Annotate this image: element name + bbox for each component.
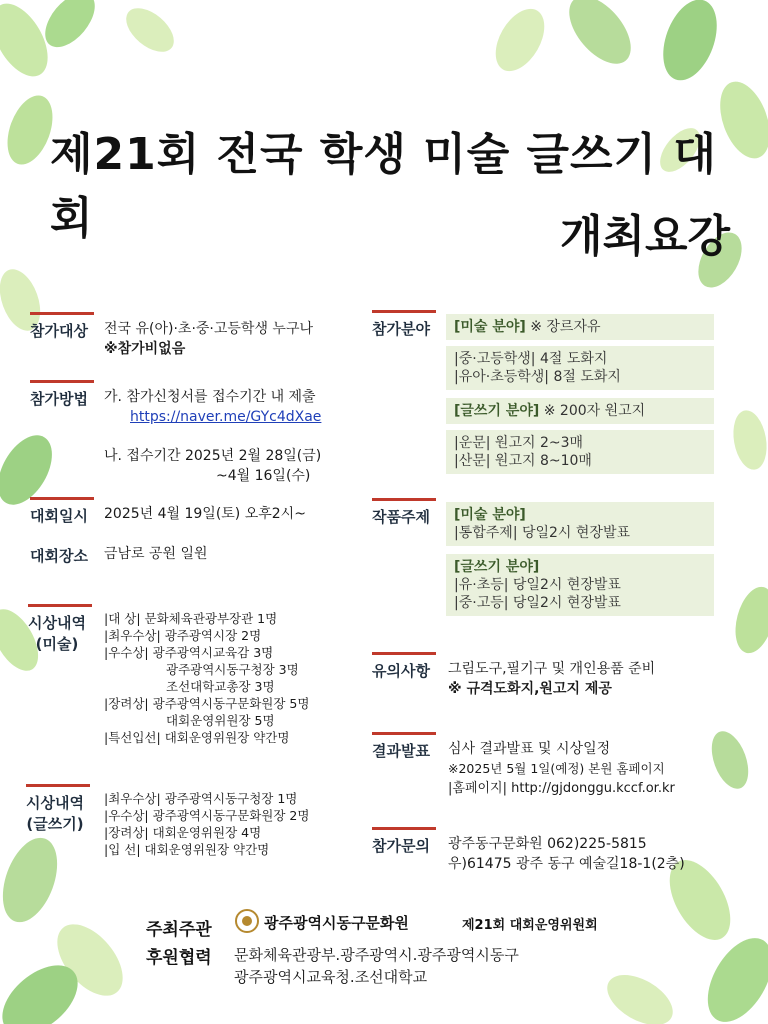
field-writing-paper-box: |운문| 원고지 2~3매 |산문| 원고지 8~10매 (446, 430, 714, 474)
label-bar (372, 827, 436, 830)
notes-provide: ※ 규격도화지,원고지 제공 (448, 681, 612, 697)
theme-writing-box: [글쓰기 분야] |유·초등| 당일2시 현장발표 |중·고등| 당일2시 현장발표 (446, 554, 714, 616)
field-art-box: [미술 분야] ※ 장르자유 (446, 314, 714, 340)
host-org: 광주광역시동구문화원 (264, 914, 409, 932)
award-line: |장려상| 대회운영위원장 4명 (104, 825, 262, 840)
sponsor-line1: 문화체육관광부.광주광역시.광주광역시동구 (234, 946, 519, 964)
award-line: |최우수상| 광주광역시장 2명 (104, 628, 262, 643)
label-bar (26, 784, 90, 787)
theme-art-box: [미술 분야] |통합주제| 당일2시 현장발표 (446, 502, 714, 546)
label-bar (372, 498, 436, 501)
contact-address: 우)61475 광주 동구 예술길18-1(2층) (448, 856, 685, 872)
award-line: |특선입선| 대회운영위원장 약간명 (104, 730, 290, 745)
target-fee-note: ※참가비없음 (104, 341, 186, 357)
award-line: |우수상| 광주광역시교육감 3명 (104, 645, 274, 660)
label-bar (28, 604, 92, 607)
field-label: 참가분야 (372, 318, 430, 339)
method-link[interactable]: https://naver.me/GYc4dXae (130, 409, 322, 425)
date-text: 2025년 4월 19일(토) 오후2시~ (104, 506, 306, 522)
awards-art-label: 시상내역 (미술) (28, 612, 86, 654)
host-label: 주최주관 (146, 920, 212, 940)
label-bar (372, 732, 436, 735)
label-bar (372, 652, 436, 655)
method-period: 나. 접수기간 2025년 2월 28일(금) (104, 448, 322, 464)
contact-label: 참가문의 (372, 835, 430, 856)
label-bar (30, 312, 94, 315)
award-line: |우수상| 광주광역시동구문화원장 2명 (104, 808, 310, 823)
awards-writing-list (104, 790, 309, 858)
award-line: |장려상| 광주광역시동구문화원장 5명 (104, 696, 310, 711)
sponsor-label: 후원협력 (146, 948, 212, 968)
contact-phone: 광주동구문화원 062)225-5815 (448, 836, 647, 852)
label-bar (372, 310, 436, 313)
host-logo-icon (234, 908, 260, 938)
label-bar (30, 497, 94, 500)
place-label: 대회장소 (30, 547, 88, 565)
field-writing-box: [글쓰기 분야] ※ 200자 원고지 (446, 398, 714, 424)
method-period-end: ~4월 16일(수) (216, 468, 311, 484)
awards-writing-label: 시상내역 (글쓰기) (26, 792, 84, 834)
notes-text: 그림도구,필기구 및 개인용품 준비 (448, 661, 656, 677)
method-text: 가. 참가신청서를 접수기간 내 제출 (104, 389, 316, 405)
target-text: 전국 유(아)·초·중·고등학생 누구나 (104, 321, 313, 337)
place-text: 금남로 공원 일원 (104, 546, 208, 562)
award-line: 대회운영위원장 5명 (166, 713, 275, 728)
awards-art-list (104, 610, 309, 746)
host-committee: 제21회 대회운영위원회 (462, 918, 598, 933)
award-line: |대 상| 문화체육관광부장관 1명 (104, 611, 278, 626)
award-line: |입 선| 대회운영위원장 약간명 (104, 842, 270, 857)
award-line: 광주광역시동구청장 3명 (166, 662, 299, 677)
date-label: 대회일시 (30, 505, 88, 526)
award-line: |최우수상| 광주광역시동구청장 1명 (104, 791, 298, 806)
page-subtitle: 개최요강 (560, 211, 731, 262)
results-label: 결과발표 (372, 740, 430, 761)
theme-label: 작품주제 (372, 506, 430, 527)
award-line: 조선대학교총장 3명 (166, 679, 275, 694)
results-homepage: |홈페이지| http://gjdonggu.kccf.or.kr (448, 781, 675, 796)
target-label: 참가대상 (30, 320, 88, 341)
notes-label: 유의사항 (372, 660, 430, 681)
results-text: 심사 결과발표 및 시상일정 (448, 741, 611, 757)
label-bar (30, 380, 94, 383)
sponsor-line2: 광주광역시교육청.조선대학교 (234, 968, 428, 986)
page-title: 제21회 전국 학생 미술 글쓰기 대회 (50, 129, 717, 244)
results-date: ※2025년 5월 1일(예정) 본원 홈페이지 (448, 761, 665, 776)
method-label: 참가방법 (30, 388, 88, 409)
field-art-paper-box: |중·고등학생| 4절 도화지 |유아·초등학생| 8절 도화지 (446, 346, 714, 390)
